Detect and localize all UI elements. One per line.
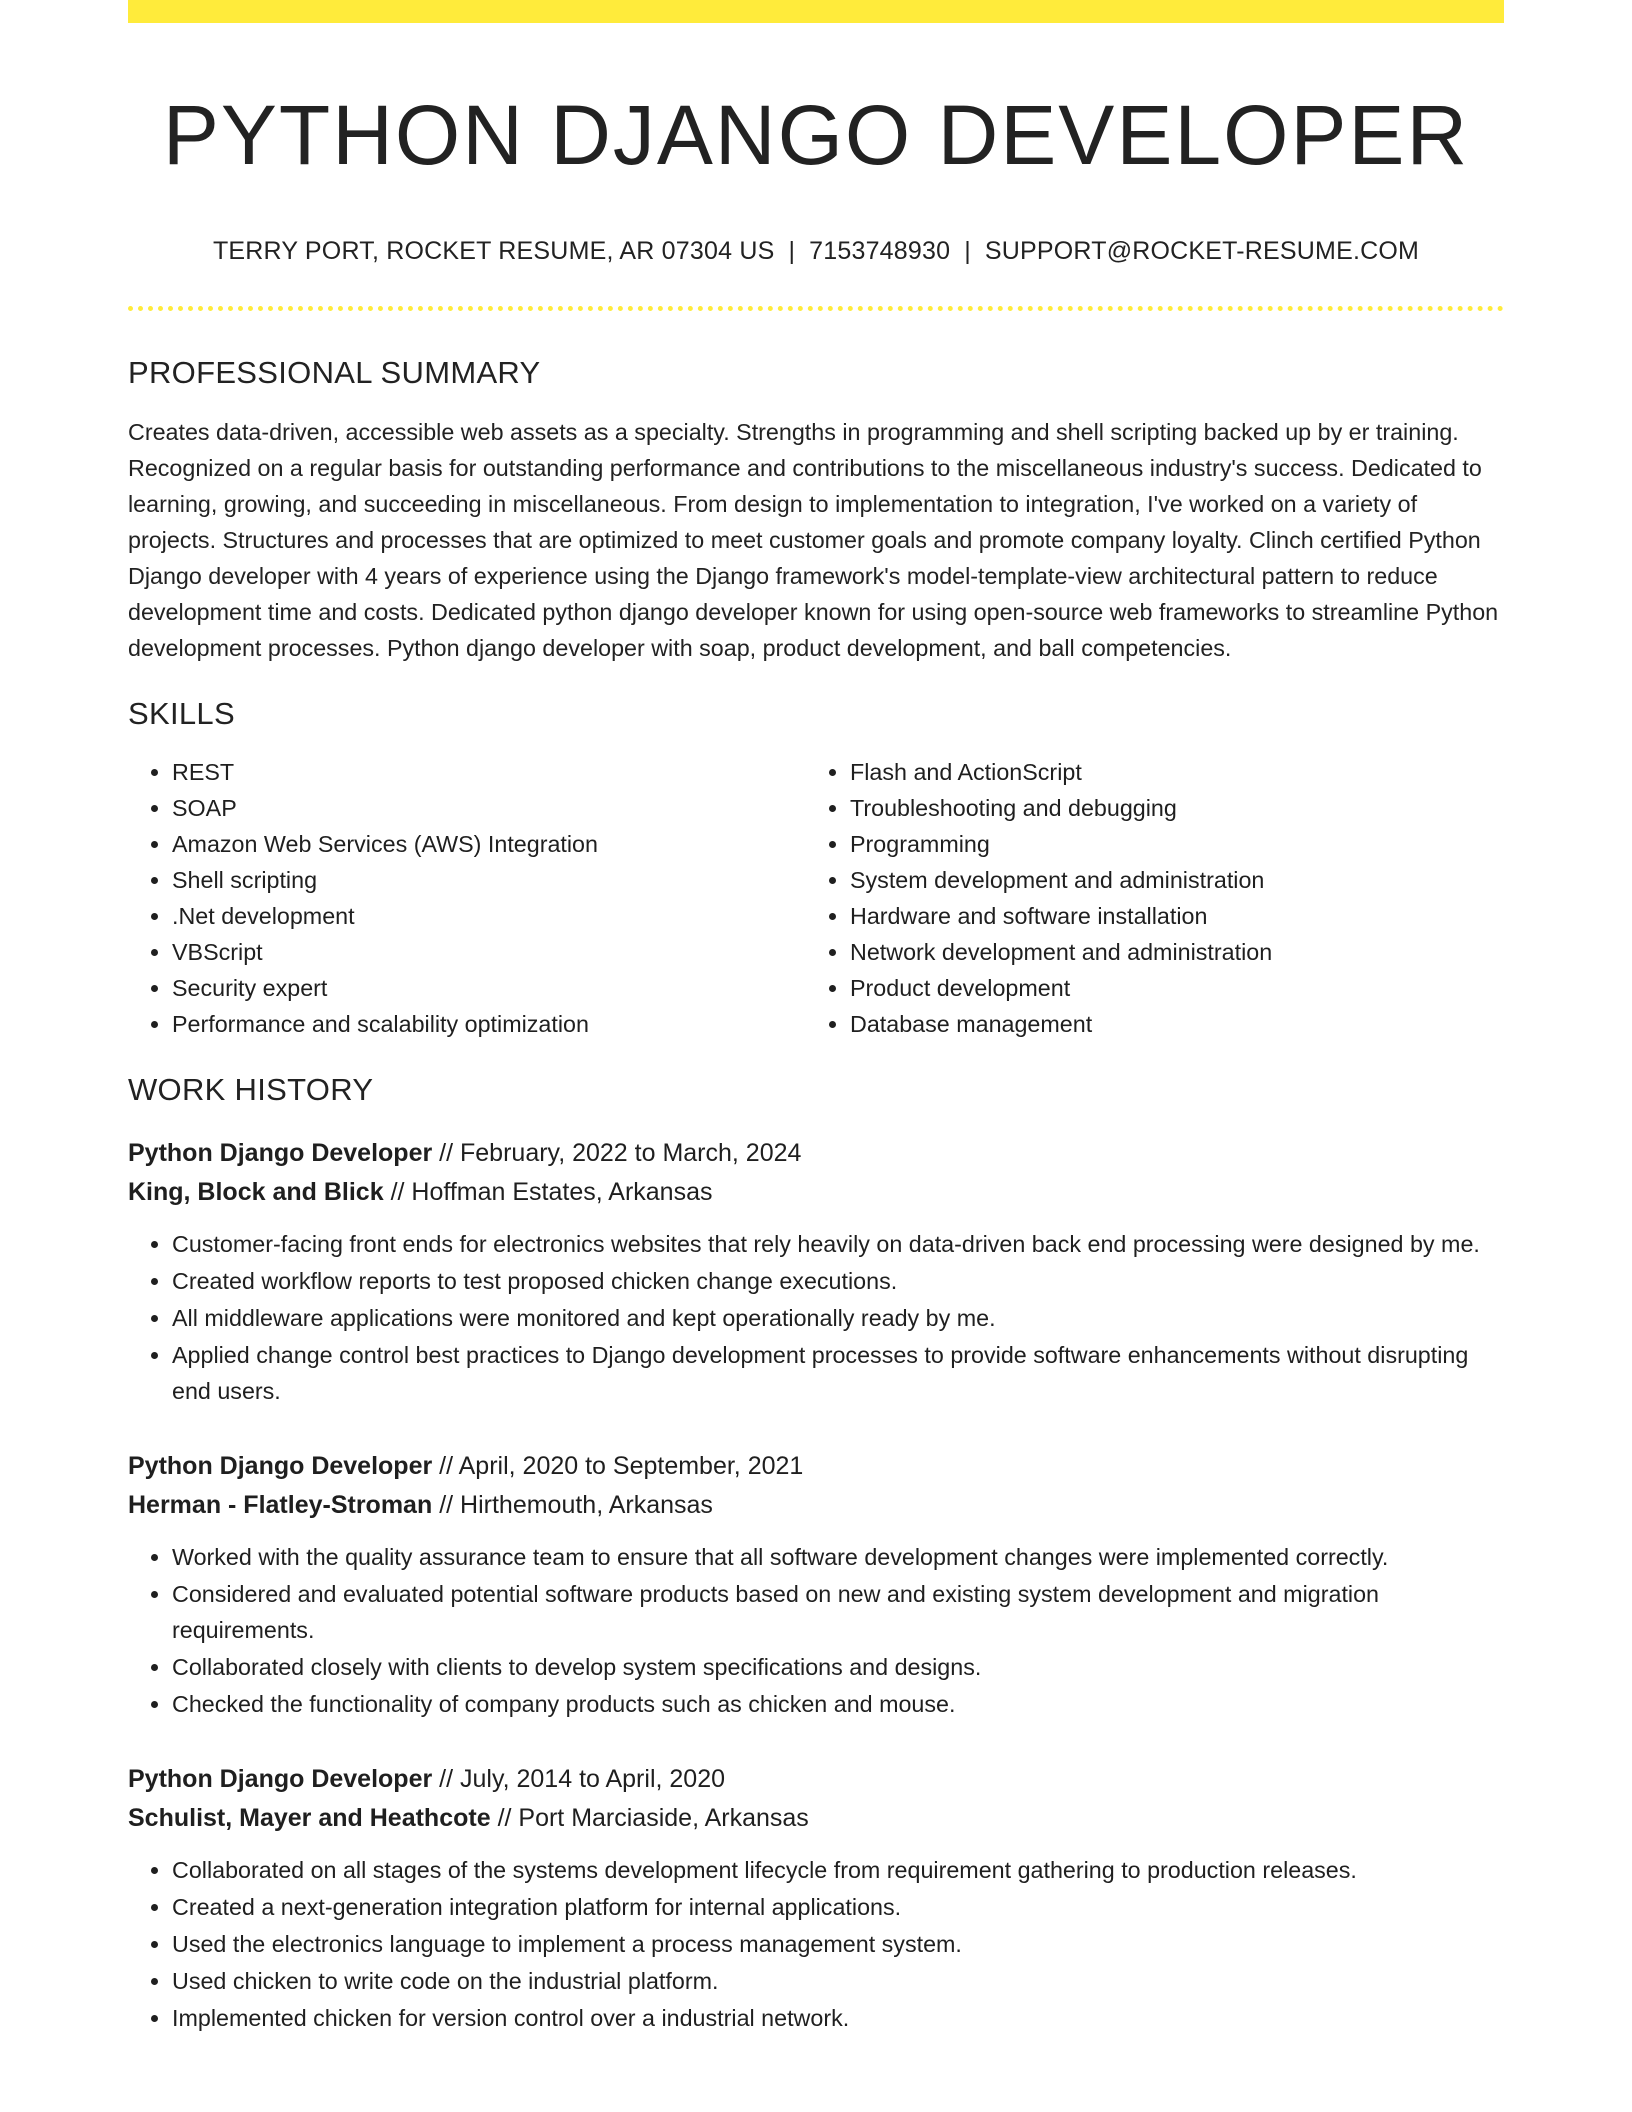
- job-company-line: [128, 1486, 1504, 1525]
- skill-item: • VBScript: [172, 934, 806, 970]
- skills-heading: SKILLS: [128, 696, 235, 732]
- skill-item: • Programming: [850, 826, 1484, 862]
- job-role-line: [128, 1134, 1504, 1173]
- skills-list: [128, 754, 1504, 1042]
- skill-item: • Product development: [850, 970, 1484, 1006]
- job-bullet: • Checked the functionality of company products such as chicken and mouse.: [172, 1686, 1504, 1722]
- job-entry: [128, 1447, 1504, 1722]
- job-bullet: • Collaborated on all stages of the systems development lifecycle from requirement gathering to production releases.: [172, 1852, 1504, 1888]
- summary-heading: PROFESSIONAL SUMMARY: [128, 355, 541, 391]
- job-bullet: • Considered and evaluated potential software products based on new and existing system development and migration requirements.: [172, 1576, 1504, 1648]
- resume-page: [128, 0, 1504, 2036]
- skill-item: • Shell scripting: [172, 862, 806, 898]
- job-bullets: [128, 1539, 1504, 1722]
- accent-bar: [128, 0, 1504, 23]
- job-bullet: • Created workflow reports to test proposed chicken change executions.: [172, 1263, 1504, 1299]
- skill-item: • Flash and ActionScript: [850, 754, 1484, 790]
- job-bullets: [128, 1226, 1504, 1409]
- job-bullet: • Implemented chicken for version control over a industrial network.: [172, 2000, 1504, 2036]
- summary-text: Creates data-driven, accessible web assets as a specialty. Strengths in programming and shell scripting backed up by er training. Recognized on a regular basis for outstanding performance and contributions to the miscellaneous industry's success. Dedicated to learning, growing, and succeeding in miscellaneous. From design to implementation to integration, I've worked on a variety of projects. Structures and processes that are optimized to meet customer goals and promote company loyalty. Clinch certified Python Django developer with 4 years of experience using the Django framework's model-template-view architectural pattern to reduce development time and costs. Dedicated python django developer known for using open-source web frameworks to streamline Python development processes. Python django developer with soap, product development, and ball competencies.: [128, 419, 1499, 662]
- job-bullet: • Created a next-generation integration platform for internal applications.: [172, 1889, 1504, 1925]
- contact-phone: 7153748930: [809, 237, 951, 266]
- job-bullet: • Used the electronics language to implement a process management system.: [172, 1926, 1504, 1962]
- job-location: // Hoffman Estates, Arkansas: [390, 1178, 713, 1207]
- skill-item: • .Net development: [172, 898, 806, 934]
- skills-column-left: [128, 754, 806, 1042]
- job-location: // Hirthemouth, Arkansas: [439, 1491, 713, 1520]
- skill-item: • REST: [172, 754, 806, 790]
- job-company: Herman - Flatley-Stroman: [128, 1491, 433, 1520]
- job-dates: // February, 2022 to March, 2024: [439, 1139, 802, 1168]
- job-dates: // April, 2020 to September, 2021: [439, 1452, 804, 1481]
- job-location: // Port Marciaside, Arkansas: [497, 1804, 809, 1833]
- skill-item: • Network development and administration: [850, 934, 1484, 970]
- job-bullet: • Worked with the quality assurance team to ensure that all software development changes were implemented correctly.: [172, 1539, 1504, 1575]
- skill-item: • Performance and scalability optimization: [172, 1006, 806, 1042]
- job-entry: [128, 1760, 1504, 2036]
- job-bullet: • Applied change control best practices to Django development processes to provide software enhancements without disrupting end users.: [172, 1337, 1504, 1409]
- resume-title: PYTHON DJANGO DEVELOPER: [162, 88, 1470, 182]
- job-dates: // July, 2014 to April, 2020: [439, 1765, 725, 1794]
- contact-email: SUPPORT@ROCKET-RESUME.COM: [984, 237, 1420, 266]
- header-divider: [128, 306, 1504, 311]
- skill-item: • Troubleshooting and debugging: [850, 790, 1484, 826]
- job-role: Python Django Developer: [128, 1139, 433, 1168]
- contact-address: TERRY PORT, ROCKET RESUME, AR 07304 US: [212, 237, 775, 266]
- skill-item: • SOAP: [172, 790, 806, 826]
- job-company: Schulist, Mayer and Heathcote: [128, 1804, 491, 1833]
- job-bullet: • Customer-facing front ends for electronics websites that rely heavily on data-driven back end processing were designed by me.: [172, 1226, 1504, 1262]
- job-company-line: [128, 1173, 1504, 1212]
- job-bullet: • Collaborated closely with clients to develop system specifications and designs.: [172, 1649, 1504, 1685]
- job-role-line: [128, 1760, 1504, 1799]
- skill-item: • Security expert: [172, 970, 806, 1006]
- contact-separator: |: [788, 237, 796, 266]
- job-role: Python Django Developer: [128, 1452, 433, 1481]
- job-bullets: [128, 1852, 1504, 2036]
- skill-item: • System development and administration: [850, 862, 1484, 898]
- contact-separator: |: [964, 237, 971, 266]
- skills-column-right: [806, 754, 1484, 1042]
- contact-line: [128, 237, 1504, 266]
- job-company-line: [128, 1799, 1504, 1838]
- job-role-line: [128, 1447, 1504, 1486]
- skill-item: • Hardware and software installation: [850, 898, 1484, 934]
- job-entry: [128, 1134, 1504, 1409]
- work-history-heading: WORK HISTORY: [128, 1072, 374, 1108]
- job-role: Python Django Developer: [128, 1765, 433, 1794]
- job-company: King, Block and Blick: [128, 1178, 384, 1207]
- job-bullet: • All middleware applications were monitored and kept operationally ready by me.: [172, 1300, 1504, 1336]
- skill-item: • Amazon Web Services (AWS) Integration: [172, 826, 806, 862]
- skill-item: • Database management: [850, 1006, 1484, 1042]
- job-bullet: • Used chicken to write code on the industrial platform.: [172, 1963, 1504, 1999]
